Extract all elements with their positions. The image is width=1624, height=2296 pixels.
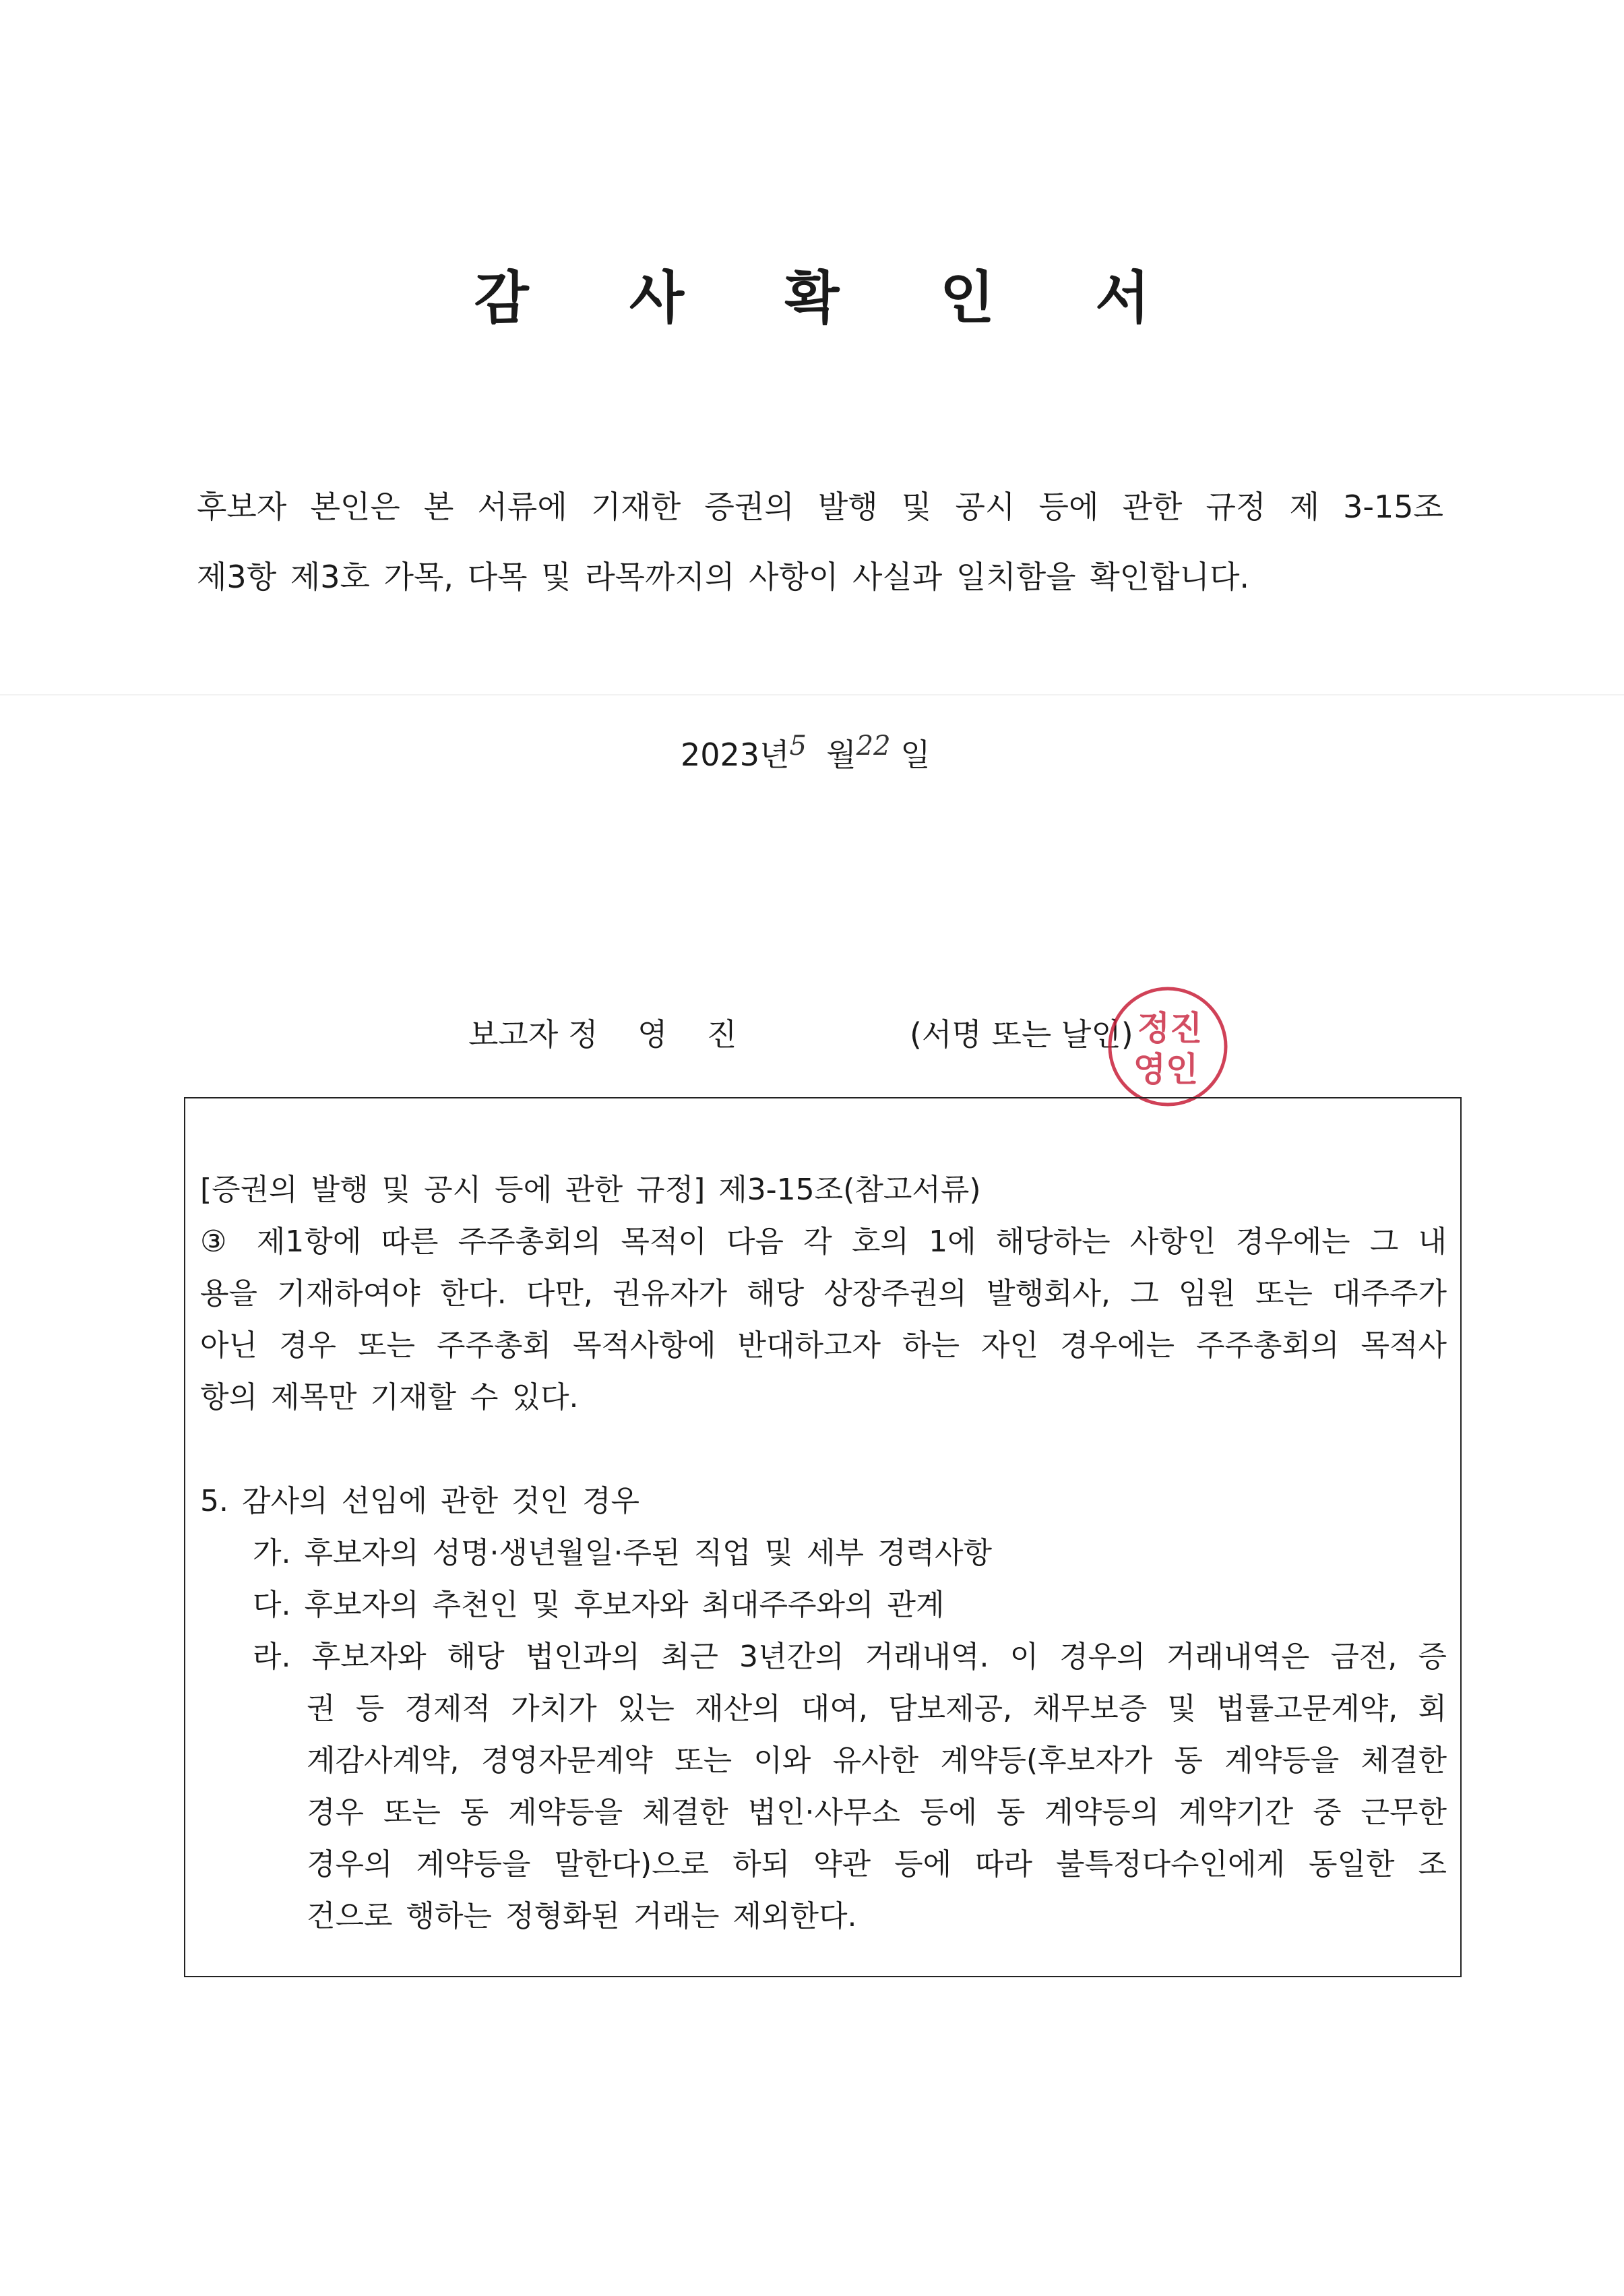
svg-text:정진: 정진 <box>1137 1008 1203 1048</box>
item-ra-line: 권 등 경제적 가치가 있는 재산의 대여, 담보제공, 채무보증 및 법률고문계약, 회 <box>307 1692 1447 1726</box>
date-month-handwritten: 5 <box>789 731 807 762</box>
statement-line-1: 후보자 본인은 본 서류에 기재한 증권의 발행 및 공시 등에 관한 규정 제 3-15조 <box>197 489 1443 525</box>
regulation-reference-box <box>184 1097 1462 1977</box>
svg-text:영인: 영인 <box>1133 1049 1199 1089</box>
signature-line <box>468 1011 1133 1058</box>
regulation-paragraph-line: 항의 제목만 기재할 수 있다. <box>200 1380 579 1415</box>
document-title: 감 사 확 인 서 <box>474 265 1191 331</box>
date-month-label: 월 <box>826 737 856 773</box>
confirmation-statement <box>197 472 1443 612</box>
item-ga: 가. 후보자의 성명·생년월일·주된 직업 및 세부 경력사항 <box>253 1536 992 1570</box>
sign-or-seal-note: (서명 또는 날인) <box>910 1016 1133 1053</box>
statement-line-2: 제3항 제3호 가목, 다목 및 라목까지의 사항이 사실과 일치함을 확인합니다. <box>197 559 1250 595</box>
regulation-paragraph-line: 아닌 경우 또는 주주총회 목적사항에 반대하고자 하는 자인 경우에는 주주총회의 목적사 <box>200 1328 1447 1363</box>
regulation-heading: [증권의 발행 및 공시 등에 관한 규정] 제3-15조(참고서류) <box>200 1173 981 1207</box>
item-ra <box>253 1631 1447 1942</box>
regulation-paragraph-line: ③ 제1항에 따른 주주총회의 목적이 다음 각 호의 1에 해당하는 사항인 경우에는 그 내 <box>200 1224 1447 1259</box>
date-day-handwritten: 22 <box>856 731 891 762</box>
item-ra-line: 건으로 행하는 정형화된 거래는 제외한다. <box>307 1899 857 1933</box>
reporter-label: 보고자 <box>468 1016 559 1053</box>
item-ra-line: 계감사계약, 경영자문계약 또는 이와 유사한 계약등(후보자가 동 계약등을 체결한 <box>307 1743 1447 1778</box>
item-da: 다. 후보자의 추천인 및 후보자와 최대주주와의 관계 <box>253 1588 945 1622</box>
date-year: 2023년 <box>681 737 790 773</box>
item-ra-line: 경우 또는 동 계약등을 체결한 법인·사무소 등에 동 계약등의 계약기간 중 근무한 <box>307 1795 1447 1830</box>
spacer <box>200 1423 1447 1475</box>
regulation-paragraph-line: 용을 기재하여야 한다. 다만, 권유자가 해당 상장주권의 발행회사, 그 임원 또는 대주주가 <box>200 1276 1447 1311</box>
scan-fold-line <box>0 694 1624 695</box>
regulation-content <box>200 1164 1447 1942</box>
item-ra-line: 경우의 계약등을 말한다)으로 하되 약관 등에 따라 불특정다수인에게 동일한 조 <box>307 1847 1447 1882</box>
section-heading: 5. 감사의 선임에 관한 것인 경우 <box>200 1484 639 1518</box>
date-day-label: 일 <box>900 737 931 773</box>
item-ra-line: 라. 후보자와 해당 법인과의 최근 3년간의 거래내역. 이 경우의 거래내역은 금전, 증 <box>253 1640 1447 1674</box>
reporter-name: 정 영 진 <box>567 1016 752 1053</box>
signing-date <box>681 728 931 784</box>
